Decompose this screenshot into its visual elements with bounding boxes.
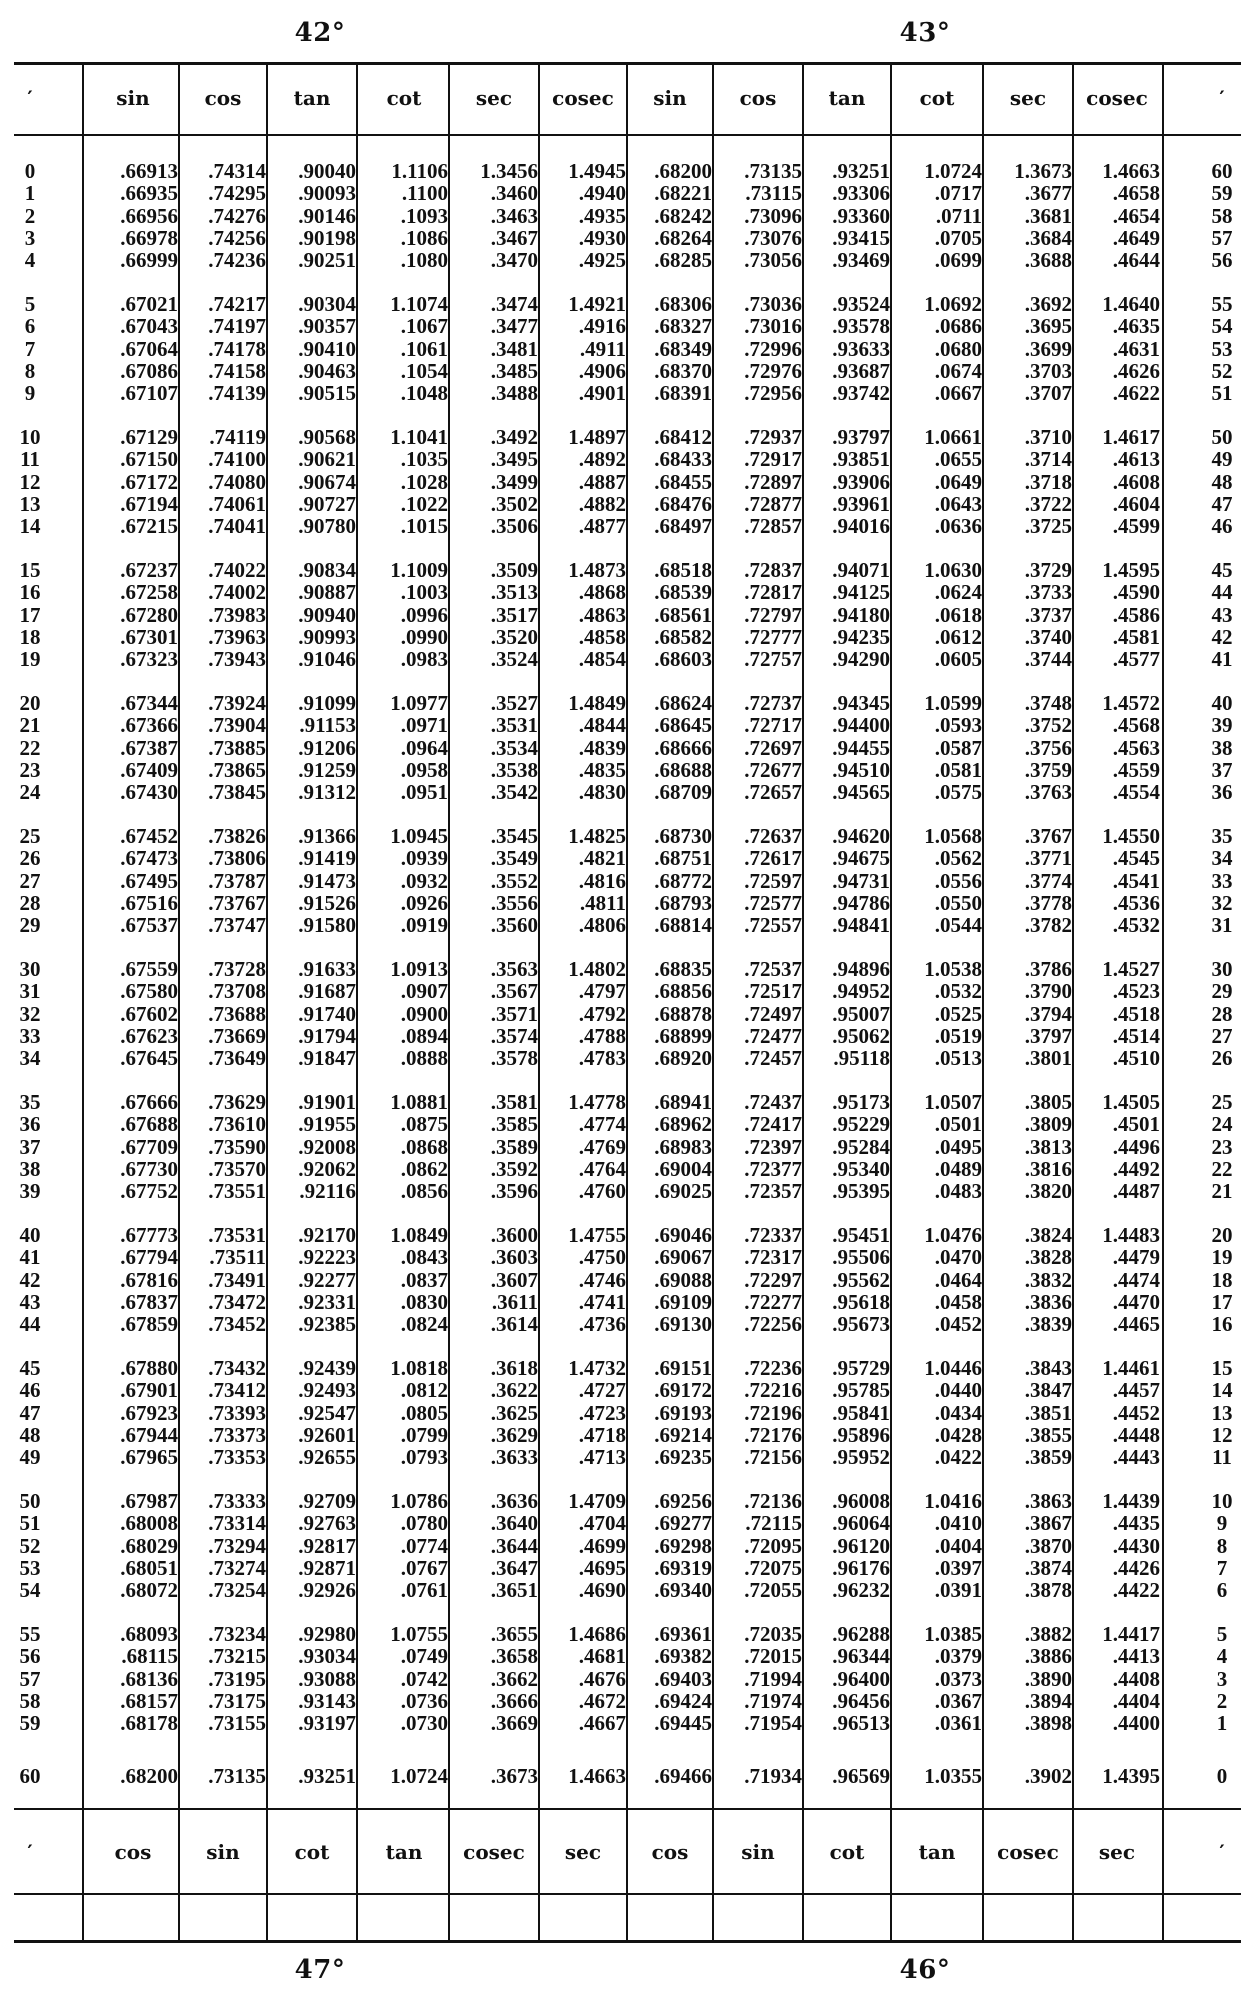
column-header-bottom-13: ′	[1219, 1840, 1225, 1864]
value-column: .94071 .94125 .94180 .94235 .94290	[832, 558, 890, 672]
minutes-left: 25 26 27 28 29	[19, 824, 41, 938]
value-column: .3710 .3714 .3718 .3722 .3725	[1024, 425, 1072, 539]
value-column: .74217 .74197 .74178 .74158 .74139	[208, 292, 266, 406]
value-column: .72136 .72115 .72095 .72075 .72055	[744, 1489, 802, 1603]
value-column: 1.4640 .4635 .4631 .4626 .4622	[1102, 292, 1160, 406]
value-column: .73924 .73904 .73885 .73865 .73845	[208, 691, 266, 805]
value-column: 1.0416 .0410 .0404 .0397 .0391	[924, 1489, 982, 1603]
value-column: .3673	[490, 1764, 538, 1788]
column-header-bottom-6: sec	[564, 1840, 602, 1864]
value-column: .93251 .93306 .93360 .93415 .93469	[832, 159, 890, 273]
column-header-top-2: cos	[204, 86, 242, 110]
value-column: .72837 .72817 .72797 .72777 .72757	[744, 558, 802, 672]
value-column: .73036 .73016 .72996 .72976 .72956	[744, 292, 802, 406]
value-column: 1.4945 .4940 .4935 .4930 .4925	[568, 159, 626, 273]
value-column: .72236 .72216 .72196 .72176 .72156	[744, 1356, 802, 1470]
value-column: 1.0385 .0379 .0373 .0367 .0361	[924, 1622, 982, 1736]
value-column: 1.4663	[568, 1764, 626, 1788]
value-column: .72537 .72517 .72497 .72477 .72457	[744, 957, 802, 1071]
minutes-right: 0	[1216, 1764, 1228, 1788]
value-column: .90568 .90621 .90674 .90727 .90780	[298, 425, 356, 539]
value-column: 1.0599 .0593 .0587 .0581 .0575	[924, 691, 982, 805]
value-column: .95729 .95785 .95841 .95896 .95952	[832, 1356, 890, 1470]
value-column: .90834 .90887 .90940 .90993 .91046	[298, 558, 356, 672]
value-column: 1.4461 .4457 .4452 .4448 .4443	[1102, 1356, 1160, 1470]
value-column: .67237 .67258 .67280 .67301 .67323	[120, 558, 178, 672]
value-column: .96569	[832, 1764, 890, 1788]
value-column: .68941 .68962 .68983 .69004 .69025	[654, 1090, 712, 1204]
value-column: .67880 .67901 .67923 .67944 .67965	[120, 1356, 178, 1470]
value-column: 1.4755 .4750 .4746 .4741 .4736	[568, 1223, 626, 1337]
value-column: .67987 .68008 .68029 .68051 .68072	[120, 1489, 178, 1603]
value-column: .91901 .91955 .92008 .92062 .92116	[298, 1090, 356, 1204]
value-column: 1.0977 .0971 .0964 .0958 .0951	[390, 691, 448, 805]
degree-heading-bottom-left: 47°	[294, 1955, 346, 1985]
value-column: .3618 .3622 .3625 .3629 .3633	[490, 1356, 538, 1470]
column-header-top-8: cos	[739, 86, 777, 110]
minutes-left: 0 1 2 3 4	[24, 159, 36, 273]
value-column: .95451 .95506 .95562 .95618 .95673	[832, 1223, 890, 1337]
value-column: .69256 .69277 .69298 .69319 .69340	[654, 1489, 712, 1603]
value-column: 1.0568 .0562 .0556 .0550 .0544	[924, 824, 982, 938]
value-column: 1.4439 .4435 .4430 .4426 .4422	[1102, 1489, 1160, 1603]
column-rule	[82, 62, 84, 1942]
minutes-right: 40 39 38 37 36	[1211, 691, 1233, 805]
value-column: .72737 .72717 .72697 .72677 .72657	[744, 691, 802, 805]
value-column: .68835 .68856 .68878 .68899 .68920	[654, 957, 712, 1071]
column-header-bottom-10: tan	[918, 1840, 956, 1864]
value-column: .73432 .73412 .73393 .73373 .73353	[208, 1356, 266, 1470]
value-column: .68624 .68645 .68666 .68688 .68709	[654, 691, 712, 805]
value-column: 1.3673 .3677 .3681 .3684 .3688	[1014, 159, 1072, 273]
value-column: .91366 .91419 .91473 .91526 .91580	[298, 824, 356, 938]
value-column: .67344 .67366 .67387 .67409 .67430	[120, 691, 178, 805]
value-column: .73531 .73511 .73491 .73472 .73452	[208, 1223, 266, 1337]
value-column: 1.0661 .0655 .0649 .0643 .0636	[924, 425, 982, 539]
value-column: 1.0818 .0812 .0805 .0799 .0793	[390, 1356, 448, 1470]
value-column: 1.4417 .4413 .4408 .4404 .4400	[1102, 1622, 1160, 1736]
value-column: .74022 .74002 .73983 .73963 .73943	[208, 558, 266, 672]
value-column: 1.4873 .4868 .4863 .4858 .4854	[568, 558, 626, 672]
minutes-left: 60	[19, 1764, 41, 1788]
value-column: .68412 .68433 .68455 .68476 .68497	[654, 425, 712, 539]
column-header-top-7: sin	[653, 86, 687, 110]
value-column: .67559 .67580 .67602 .67623 .67645	[120, 957, 178, 1071]
value-column: .93797 .93851 .93906 .93961 .94016	[832, 425, 890, 539]
degree-heading-bottom-right: 46°	[899, 1955, 951, 1985]
value-column: .3474 .3477 .3481 .3485 .3488	[490, 292, 538, 406]
value-column: 1.4395	[1102, 1764, 1160, 1788]
minutes-left: 15 16 17 18 19	[19, 558, 41, 672]
value-column: .93524 .93578 .93633 .93687 .93742	[832, 292, 890, 406]
value-column: 1.1074 .1067 .1061 .1054 .1048	[390, 292, 448, 406]
minutes-right: 50 49 48 47 46	[1211, 425, 1233, 539]
value-column: .74119 .74100 .74080 .74061 .74041	[208, 425, 266, 539]
column-header-bottom-5: cosec	[463, 1840, 525, 1864]
column-header-bottom-1: cos	[114, 1840, 152, 1864]
value-column: .3509 .3513 .3517 .3520 .3524	[490, 558, 538, 672]
value-column: .3748 .3752 .3756 .3759 .3763	[1024, 691, 1072, 805]
value-column: .3527 .3531 .3534 .3538 .3542	[490, 691, 538, 805]
value-column: .3692 .3695 .3699 .3703 .3707	[1024, 292, 1072, 406]
value-column: 1.3456 .3460 .3463 .3467 .3470	[480, 159, 538, 273]
value-column: .73333 .73314 .73294 .73274 .73254	[208, 1489, 266, 1603]
value-column: .93251	[298, 1764, 356, 1788]
value-column: 1.0507 .0501 .0495 .0489 .0483	[924, 1090, 982, 1204]
column-header-top-0: ′	[27, 86, 33, 110]
value-column: .3786 .3790 .3794 .3797 .3801	[1024, 957, 1072, 1071]
column-header-top-9: tan	[828, 86, 866, 110]
column-header-bottom-8: sin	[741, 1840, 775, 1864]
column-header-bottom-4: tan	[385, 1840, 423, 1864]
value-column: 1.4572 .4568 .4563 .4559 .4554	[1102, 691, 1160, 805]
column-header-top-1: sin	[116, 86, 150, 110]
column-header-bottom-3: cot	[294, 1840, 330, 1864]
value-column: .69046 .69067 .69088 .69109 .69130	[654, 1223, 712, 1337]
column-header-top-13: ′	[1219, 86, 1225, 110]
value-column: .68306 .68327 .68349 .68370 .68391	[654, 292, 712, 406]
value-column: .92439 .92493 .92547 .92601 .92655	[298, 1356, 356, 1470]
value-column: .91633 .91687 .91740 .91794 .91847	[298, 957, 356, 1071]
value-column: .73135 .73115 .73096 .73076 .73056	[744, 159, 802, 273]
value-column: .96288 .96344 .96400 .96456 .96513	[832, 1622, 890, 1736]
value-column: .68730 .68751 .68772 .68793 .68814	[654, 824, 712, 938]
minutes-right: 55 54 53 52 51	[1211, 292, 1233, 406]
column-header-bottom-2: sin	[206, 1840, 240, 1864]
column-header-bottom-12: sec	[1098, 1840, 1136, 1864]
value-column: .94896 .94952 .95007 .95062 .95118	[832, 957, 890, 1071]
column-header-top-3: tan	[293, 86, 331, 110]
minutes-left: 35 36 37 38 39	[19, 1090, 41, 1204]
column-header-top-5: sec	[475, 86, 513, 110]
value-column: .72637 .72617 .72597 .72577 .72557	[744, 824, 802, 938]
degree-heading-top-right: 43°	[899, 18, 951, 48]
minutes-right: 60 59 58 57 56	[1211, 159, 1233, 273]
value-column: .68200	[120, 1764, 178, 1788]
value-column: .68093 .68115 .68136 .68157 .68178	[120, 1622, 178, 1736]
column-rule	[1162, 62, 1164, 1942]
value-column: .67773 .67794 .67816 .67837 .67859	[120, 1223, 178, 1337]
minutes-left: 5 6 7 8 9	[24, 292, 36, 406]
value-column: .68518 .68539 .68561 .68582 .68603	[654, 558, 712, 672]
value-column: .72035 .72015 .71994 .71974 .71954	[744, 1622, 802, 1736]
value-column: .92709 .92763 .92817 .92871 .92926	[298, 1489, 356, 1603]
value-column: .73629 .73610 .73590 .73570 .73551	[208, 1090, 266, 1204]
value-column: 1.0630 .0624 .0618 .0612 .0605	[924, 558, 982, 672]
value-column: 1.4921 .4916 .4911 .4906 .4901	[568, 292, 626, 406]
value-column: 1.4778 .4774 .4769 .4764 .4760	[568, 1090, 626, 1204]
value-column: 1.0755 .0749 .0742 .0736 .0730	[390, 1622, 448, 1736]
value-column: 1.4897 .4892 .4887 .4882 .4877	[568, 425, 626, 539]
column-header-top-4: cot	[386, 86, 422, 110]
minutes-left: 55 56 57 58 59	[19, 1622, 41, 1736]
value-column: .3636 .3640 .3644 .3647 .3651	[490, 1489, 538, 1603]
value-column: 1.0446 .0440 .0434 .0428 .0422	[924, 1356, 982, 1470]
column-header-top-10: cot	[919, 86, 955, 110]
minutes-right: 30 29 28 27 26	[1211, 957, 1233, 1071]
value-column: .67452 .67473 .67495 .67516 .67537	[120, 824, 178, 938]
value-column: 1.0692 .0686 .0680 .0674 .0667	[924, 292, 982, 406]
minutes-right: 25 24 23 22 21	[1211, 1090, 1233, 1204]
value-column: .72337 .72317 .72297 .72277 .72256	[744, 1223, 802, 1337]
value-column: 1.4825 .4821 .4816 .4811 .4806	[568, 824, 626, 938]
minutes-left: 45 46 47 48 49	[19, 1356, 41, 1470]
column-header-bottom-11: cosec	[997, 1840, 1059, 1864]
value-column: 1.4709 .4704 .4699 .4695 .4690	[568, 1489, 626, 1603]
minutes-right: 5 4 3 2 1	[1216, 1622, 1228, 1736]
value-column: .96008 .96064 .96120 .96176 .96232	[832, 1489, 890, 1603]
value-column: .73826 .73806 .73787 .73767 .73747	[208, 824, 266, 938]
value-column: .3581 .3585 .3589 .3592 .3596	[490, 1090, 538, 1204]
column-header-top-12: cosec	[1086, 86, 1148, 110]
value-column: .67021 .67043 .67064 .67086 .67107	[120, 292, 178, 406]
value-column: 1.0538 .0532 .0525 .0519 .0513	[924, 957, 982, 1071]
column-header-bottom-9: cot	[829, 1840, 865, 1864]
value-column: .69361 .69382 .69403 .69424 .69445	[654, 1622, 712, 1736]
value-column: 1.0849 .0843 .0837 .0830 .0824	[390, 1223, 448, 1337]
value-column: .67129 .67150 .67172 .67194 .67215	[120, 425, 178, 539]
minutes-right: 15 14 13 12 11	[1211, 1356, 1233, 1470]
value-column: 1.4732 .4727 .4723 .4718 .4713	[568, 1356, 626, 1470]
value-column: .3545 .3549 .3552 .3556 .3560	[490, 824, 538, 938]
value-column: 1.0945 .0939 .0932 .0926 .0919	[390, 824, 448, 938]
value-column: 1.1041 .1035 .1028 .1022 .1015	[390, 425, 448, 539]
column-header-bottom-7: cos	[651, 1840, 689, 1864]
value-column: .73135	[208, 1764, 266, 1788]
value-column: 1.4849 .4844 .4839 .4835 .4830	[568, 691, 626, 805]
value-column: 1.0476 .0470 .0464 .0458 .0452	[924, 1223, 982, 1337]
value-column: .74314 .74295 .74276 .74256 .74236	[208, 159, 266, 273]
value-column: 1.0913 .0907 .0900 .0894 .0888	[390, 957, 448, 1071]
value-column: 1.4483 .4479 .4474 .4470 .4465	[1102, 1223, 1160, 1337]
value-column: .94345 .94400 .94455 .94510 .94565	[832, 691, 890, 805]
value-column: 1.0355	[924, 1764, 982, 1788]
minutes-left: 10 11 12 13 14	[19, 425, 41, 539]
column-header-top-11: sec	[1009, 86, 1047, 110]
value-column: 1.0724	[390, 1764, 448, 1788]
value-column: 1.4663 .4658 .4654 .4649 .4644	[1102, 159, 1160, 273]
minutes-right: 20 19 18 17 16	[1211, 1223, 1233, 1337]
value-column: 1.4505 .4501 .4496 .4492 .4487	[1102, 1090, 1160, 1204]
value-column: 1.4802 .4797 .4792 .4788 .4783	[568, 957, 626, 1071]
column-header-top-6: cosec	[552, 86, 614, 110]
value-column: .72937 .72917 .72897 .72877 .72857	[744, 425, 802, 539]
value-column: .69151 .69172 .69193 .69214 .69235	[654, 1356, 712, 1470]
column-rule	[356, 62, 358, 1942]
value-column: 1.0786 .0780 .0774 .0767 .0761	[390, 1489, 448, 1603]
minutes-right: 45 44 43 42 41	[1211, 558, 1233, 672]
value-column: .69466	[654, 1764, 712, 1788]
value-column: .3492 .3495 .3499 .3502 .3506	[490, 425, 538, 539]
value-column: .92170 .92223 .92277 .92331 .92385	[298, 1223, 356, 1337]
value-column: .91099 .91153 .91206 .91259 .91312	[298, 691, 356, 805]
value-column: .3600 .3603 .3607 .3611 .3614	[490, 1223, 538, 1337]
value-column: .3902	[1024, 1764, 1072, 1788]
value-column: 1.1009 .1003 .0996 .0990 .0983	[390, 558, 448, 672]
value-column: 1.0881 .0875 .0868 .0862 .0856	[390, 1090, 448, 1204]
minutes-left: 20 21 22 23 24	[19, 691, 41, 805]
value-column: .3863 .3867 .3870 .3874 .3878	[1024, 1489, 1072, 1603]
value-column: .94620 .94675 .94731 .94786 .94841	[832, 824, 890, 938]
minutes-left: 40 41 42 43 44	[19, 1223, 41, 1337]
value-column: .72437 .72417 .72397 .72377 .72357	[744, 1090, 802, 1204]
value-column: 1.4527 .4523 .4518 .4514 .4510	[1102, 957, 1160, 1071]
value-column: 1.4686 .4681 .4676 .4672 .4667	[568, 1622, 626, 1736]
value-column: .67666 .67688 .67709 .67730 .67752	[120, 1090, 178, 1204]
value-column: .3655 .3658 .3662 .3666 .3669	[490, 1622, 538, 1736]
minutes-left: 50 51 52 53 54	[19, 1489, 41, 1603]
minutes-left: 30 31 32 33 34	[19, 957, 41, 1071]
minutes-right: 35 34 33 32 31	[1211, 824, 1233, 938]
column-header-bottom-0: ′	[27, 1840, 33, 1864]
value-column: .73234 .73215 .73195 .73175 .73155	[208, 1622, 266, 1736]
value-column: .3882 .3886 .3890 .3894 .3898	[1024, 1622, 1072, 1736]
value-column: .66913 .66935 .66956 .66978 .66999	[120, 159, 178, 273]
value-column: .73728 .73708 .73688 .73669 .73649	[208, 957, 266, 1071]
minutes-right: 10 9 8 7 6	[1211, 1489, 1233, 1603]
value-column: .3805 .3809 .3813 .3816 .3820	[1024, 1090, 1072, 1204]
value-column: .3767 .3771 .3774 .3778 .3782	[1024, 824, 1072, 938]
value-column: .3729 .3733 .3737 .3740 .3744	[1024, 558, 1072, 672]
value-column: 1.4617 .4613 .4608 .4604 .4599	[1102, 425, 1160, 539]
value-column: 1.4550 .4545 .4541 .4536 .4532	[1102, 824, 1160, 938]
value-column: .68200 .68221 .68242 .68264 .68285	[654, 159, 712, 273]
value-column: 1.4595 .4590 .4586 .4581 .4577	[1102, 558, 1160, 672]
value-column: .90040 .90093 .90146 .90198 .90251	[298, 159, 356, 273]
degree-heading-top-left: 42°	[294, 18, 346, 48]
value-column: .3843 .3847 .3851 .3855 .3859	[1024, 1356, 1072, 1470]
value-column: .71934	[744, 1764, 802, 1788]
value-column: .92980 .93034 .93088 .93143 .93197	[298, 1622, 356, 1736]
value-column: .95173 .95229 .95284 .95340 .95395	[832, 1090, 890, 1204]
value-column: 1.0724 .0717 .0711 .0705 .0699	[924, 159, 982, 273]
value-column: .90304 .90357 .90410 .90463 .90515	[298, 292, 356, 406]
value-column: .3563 .3567 .3571 .3574 .3578	[490, 957, 538, 1071]
value-column: 1.1106 .1100 .1093 .1086 .1080	[391, 159, 448, 273]
value-column: .3824 .3828 .3832 .3836 .3839	[1024, 1223, 1072, 1337]
